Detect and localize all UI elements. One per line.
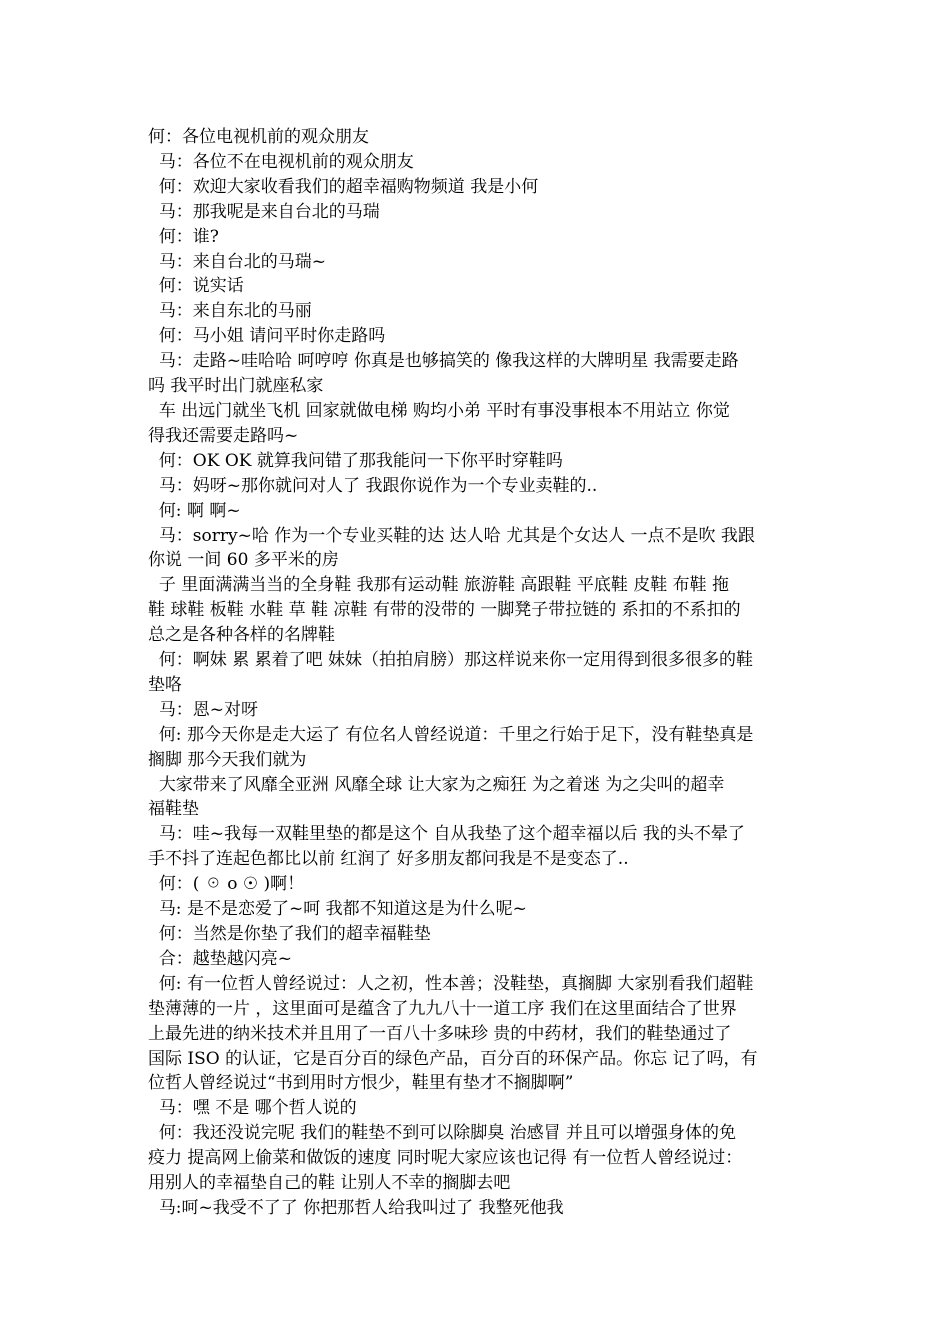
- dialogue-line: 手不抖了连起色都比以前 红润了 好多朋友都问我是不是变态了..: [148, 849, 629, 870]
- dialogue-line: 何：当然是你垫了我们的超幸福鞋垫: [148, 924, 431, 944]
- dialogue-line: 何: 那今天你是走大运了 有位名人曾经说道：千里之行始于足下，没有鞋垫真是: [148, 724, 754, 745]
- dialogue-text: [148, 125, 810, 1221]
- dialogue-line: 何: 有一位哲人曾经说过：人之初，性本善；没鞋垫，真搁脚 大家别看我们超鞋: [148, 973, 754, 994]
- dialogue-line: 子 里面满满当当的全身鞋 我那有运动鞋 旅游鞋 高跟鞋 平底鞋 皮鞋 布鞋 拖: [148, 575, 730, 596]
- dialogue-line: 马：那我呢是来自台北的马瑞: [148, 201, 380, 222]
- dialogue-line: 吗 我平时出门就座私家: [148, 376, 324, 397]
- dialogue-line: 福鞋垫: [148, 799, 199, 820]
- dialogue-line: 疫力 提高网上偷菜和做饭的速度 同时呢大家应该也记得 有一位哲人曾经说过：: [148, 1148, 743, 1169]
- dialogue-line: 何：欢迎大家收看我们的超幸福购物频道 我是小何: [148, 176, 539, 197]
- dialogue-line: 鞋 球鞋 板鞋 水鞋 草 鞋 凉鞋 有带的没带的 一脚凳子带拉链的 系扣的不系扣的: [148, 600, 741, 621]
- dialogue-line: 何：( ☉ o ☉ )啊！: [148, 874, 305, 895]
- dialogue-line: 马: 是不是恋爱了~呵 我都不知道这是为什么呢~: [148, 899, 527, 920]
- dialogue-line: 何：各位电视机前的观众朋友: [148, 127, 369, 147]
- dialogue-line: 何: 啊 啊~: [148, 500, 241, 521]
- dialogue-line: 马：哇~我每一双鞋里垫的都是这个 自从我垫了这个超幸福以后 我的头不晕了: [148, 824, 745, 845]
- dialogue-line: 车 出远门就坐飞机 回家就做电梯 购均小弟 平时有事没事根本不用站立 你觉: [148, 400, 730, 421]
- dialogue-line: 何：啊妹 累 累着了吧 妹妹（拍拍肩膀）那这样说来你一定用得到很多很多的鞋: [148, 650, 754, 671]
- dialogue-line: 位哲人曾经说过“书到用时方恨少，鞋里有垫才不搁脚啊”: [148, 1073, 574, 1094]
- dialogue-line: 马：妈呀~那你就问对人了 我跟你说作为一个专业卖鞋的..: [148, 475, 598, 496]
- dialogue-line: 马：来自台北的马瑞~: [148, 251, 327, 272]
- dialogue-line: 马：嘿 不是 哪个哲人说的: [148, 1098, 357, 1119]
- dialogue-line: 总之是各种各样的名牌鞋: [148, 625, 335, 646]
- dialogue-line: 合：越垫越闪亮~: [148, 948, 293, 969]
- dialogue-line: 何：OK OK 就算我问错了那我能问一下你平时穿鞋吗: [148, 450, 563, 471]
- dialogue-line: 马:呵~我受不了了 你把那哲人给我叫过了 我整死他我: [148, 1197, 564, 1218]
- dialogue-line: 马：sorry~哈 作为一个专业买鞋的达 达人哈 尤其是个女达人 一点不是吹 我跟: [148, 525, 755, 546]
- dialogue-line: 马：走路~哇哈哈 呵哼哼 你真是也够搞笑的 像我这样的大牌明星 我需要走路: [148, 351, 739, 372]
- dialogue-line: 上最先进的纳米技术并且用了一百八十多味珍 贵的中药材，我们的鞋垫通过了: [148, 1023, 732, 1044]
- dialogue-line: 国际 ISO 的认证，它是百分百的绿色产品，百分百的环保产品。你忘 记了吗，有: [148, 1048, 758, 1069]
- dialogue-line: 马：各位不在电视机前的观众朋友: [148, 151, 414, 172]
- dialogue-line: 何：说实话: [148, 276, 244, 297]
- dialogue-line: 何：马小姐 请问平时你走路吗: [148, 326, 386, 347]
- dialogue-line: 垫薄薄的一片 ，这里面可是蕴含了九九八十一道工序 我们在这里面结合了世界: [148, 998, 737, 1019]
- dialogue-line: 大家带来了风靡全亚洲 风靡全球 让大家为之痴狂 为之着迷 为之尖叫的超幸: [148, 774, 725, 795]
- dialogue-line: 用别人的幸福垫自己的鞋 让别人不幸的搁脚去吧: [148, 1173, 511, 1194]
- dialogue-line: 你说 一间 60 多平米的房: [148, 550, 339, 571]
- dialogue-line: 垫咯: [148, 674, 182, 695]
- dialogue-line: 马：恩~对呀: [148, 699, 259, 720]
- dialogue-line: 何：我还没说完呢 我们的鞋垫不到可以除脚臭 治感冒 并且可以增强身体的免: [148, 1123, 737, 1144]
- dialogue-line: 马：来自东北的马丽: [148, 301, 312, 322]
- dialogue-line: 何：谁?: [148, 226, 219, 247]
- dialogue-line: 搁脚 那今天我们就为: [148, 749, 307, 770]
- dialogue-line: 得我还需要走路吗~: [148, 425, 299, 446]
